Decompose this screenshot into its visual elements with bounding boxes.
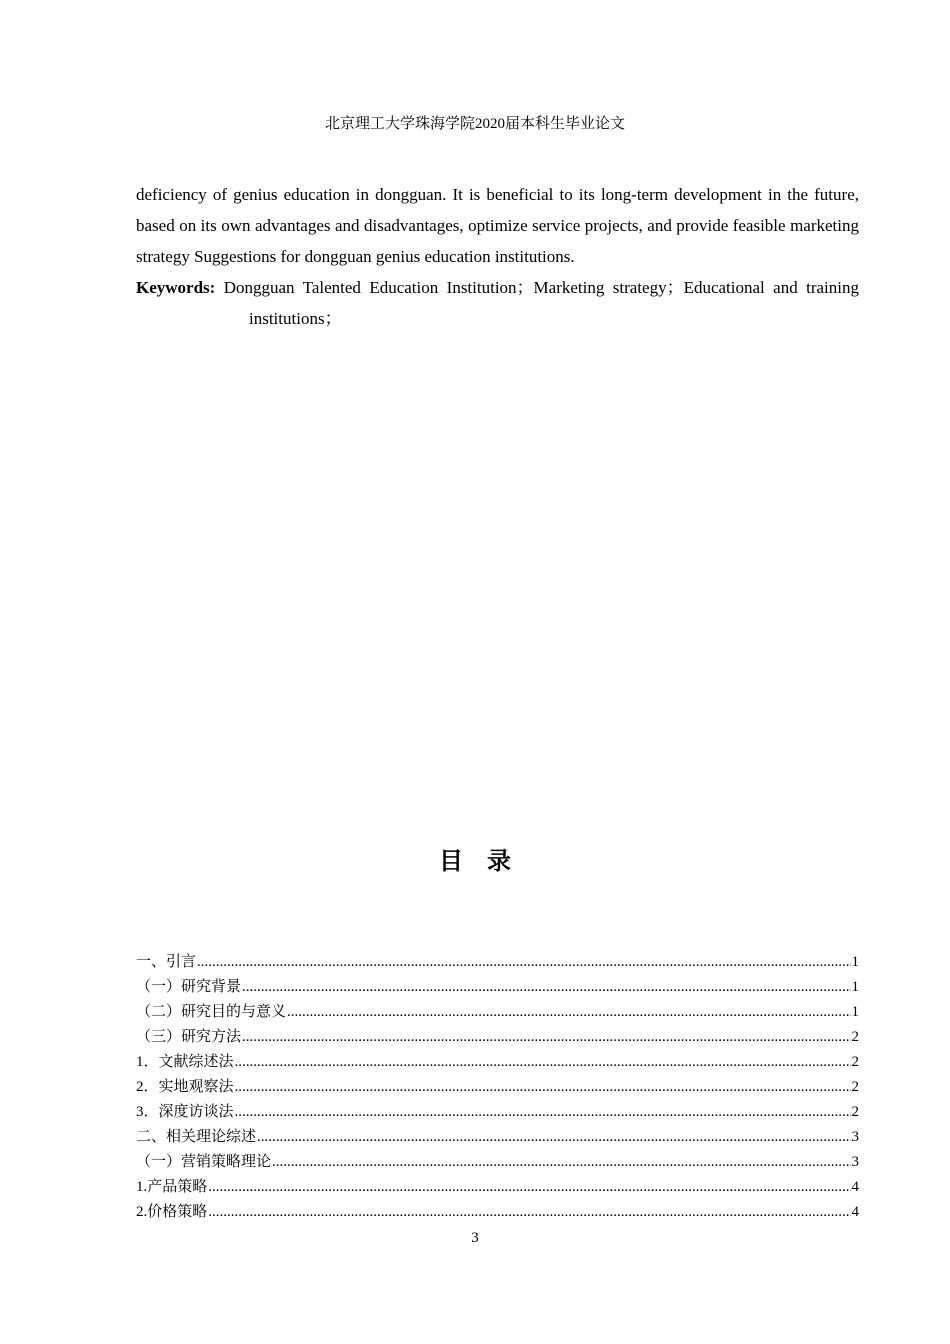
toc-entry-title: 3．深度访谈法 [136, 1104, 234, 1120]
toc-entry-page: 2 [851, 1079, 859, 1095]
toc-entry[interactable] [136, 1050, 859, 1075]
toc-entry-title: 2.价格策略 [136, 1204, 208, 1220]
toc-dot-leader [272, 1150, 850, 1175]
toc-entry[interactable] [136, 1200, 859, 1225]
toc-dot-leader [242, 1025, 850, 1050]
keywords-label: Keywords: [136, 278, 216, 297]
abstract-section [136, 179, 859, 334]
toc-entry-page: 4 [851, 1204, 859, 1220]
toc-entry-page: 2 [851, 1054, 859, 1070]
toc-entry-page: 3 [851, 1129, 859, 1145]
toc-dot-leader [242, 975, 850, 1000]
toc-entry[interactable] [136, 1100, 859, 1125]
toc-entry-page: 2 [851, 1104, 859, 1120]
toc-entry-page: 2 [851, 1029, 859, 1045]
toc-entry[interactable] [136, 1175, 859, 1200]
table-of-contents [136, 950, 859, 1225]
toc-dot-leader [235, 1050, 851, 1075]
toc-entry[interactable] [136, 1150, 859, 1175]
toc-title: 目录 [439, 849, 535, 875]
toc-entry-title: 一、引言 [136, 954, 197, 970]
toc-dot-leader [208, 1200, 850, 1225]
toc-entry[interactable] [136, 1125, 859, 1150]
toc-dot-leader [287, 1000, 850, 1025]
toc-entry-page: 3 [851, 1154, 859, 1170]
toc-entry-title: （三）研究方法 [136, 1029, 242, 1045]
toc-entry-title: 1．文献综述法 [136, 1054, 234, 1070]
toc-entry[interactable] [136, 1000, 859, 1025]
keywords-line [136, 272, 859, 334]
abstract-body: deficiency of genius education in dongguan. It is beneficial to its long-term development in the future, based on its own advantages and disadvantages, optimize service projects, and provide feasible marketing strategy Suggestions for dongguan genius education institutions. [136, 185, 859, 266]
toc-entry-title: （一）研究背景 [136, 979, 242, 995]
toc-entry-page: 1 [851, 954, 859, 970]
toc-entry-title: （二）研究目的与意义 [136, 1004, 287, 1020]
toc-entry[interactable] [136, 1025, 859, 1050]
toc-entry-title: 二、相关理论综述 [136, 1129, 257, 1145]
keywords-text: Dongguan Talented Education Institution；Marketing strategy；Educational and training institutions； [215, 278, 859, 328]
toc-entry-page: 1 [851, 1004, 859, 1020]
toc-entry-page: 1 [851, 979, 859, 995]
toc-dot-leader [235, 1100, 851, 1125]
toc-dot-leader [208, 1175, 850, 1200]
toc-entry[interactable] [136, 1075, 859, 1100]
toc-dot-leader [197, 950, 850, 975]
toc-dot-leader [257, 1125, 850, 1150]
toc-entry-page: 4 [851, 1179, 859, 1195]
toc-entry-title: （一）营销策略理论 [136, 1154, 272, 1170]
toc-entry[interactable] [136, 950, 859, 975]
toc-dot-leader [235, 1075, 851, 1100]
page-header: 北京理工大学珠海学院2020届本科生毕业论文 [324, 116, 625, 132]
toc-entry-title: 1.产品策略 [136, 1179, 208, 1195]
toc-entry-title: 2．实地观察法 [136, 1079, 234, 1095]
page-number: 3 [471, 1230, 479, 1246]
toc-entry[interactable] [136, 975, 859, 1000]
